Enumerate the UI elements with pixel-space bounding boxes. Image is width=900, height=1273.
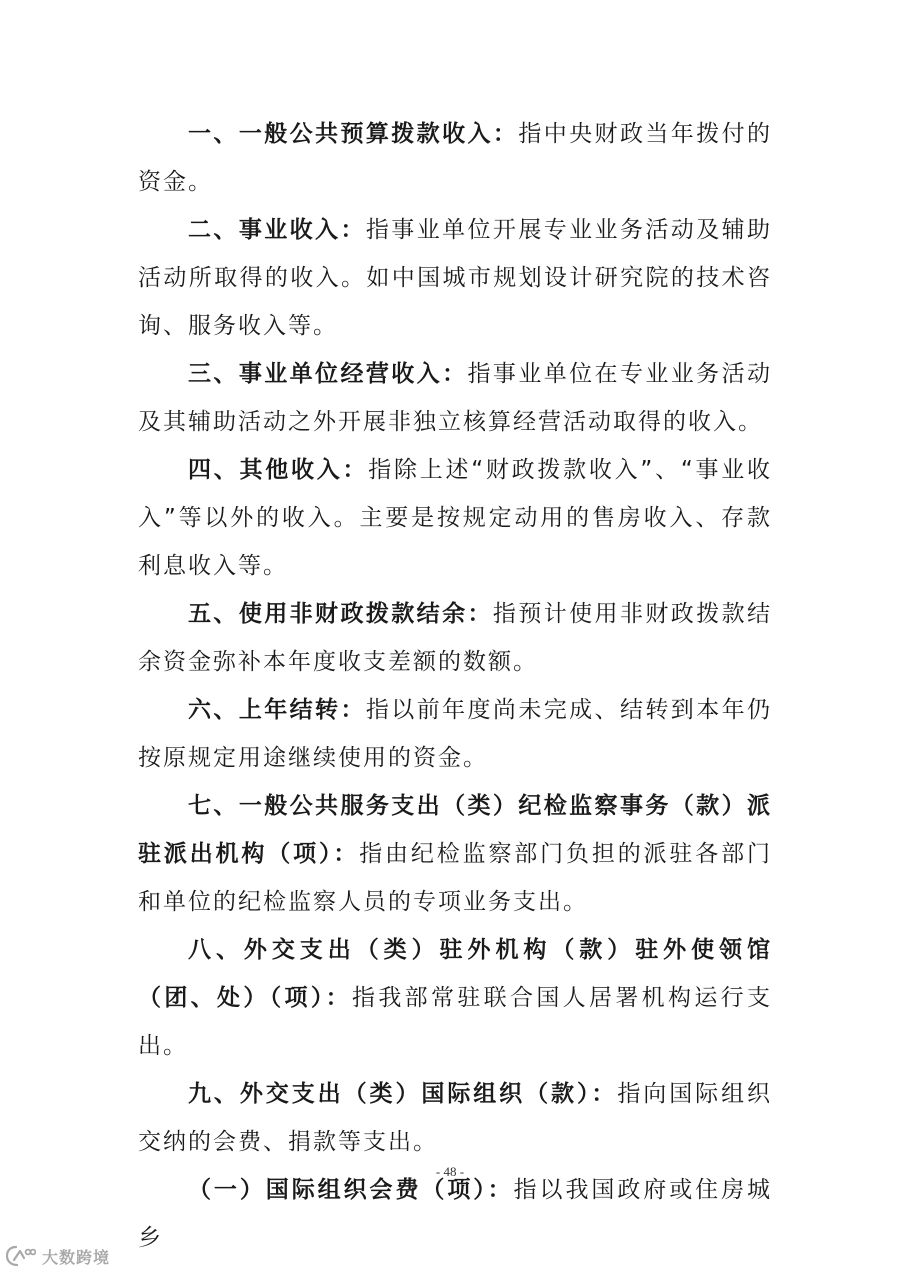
term-heading: 七、一般公共服务支出（类）纪检监察事务（款）派驻派出机构（项）：	[138, 793, 772, 867]
term-definition: 指向国际组织交纳的会费、捐款等支出。	[138, 1081, 773, 1155]
paragraph-operating-income	[138, 350, 772, 446]
paragraph-general-budget-income	[138, 110, 772, 206]
paragraph-non-fiscal-surplus	[138, 590, 772, 686]
term-definition: 指预计使用非财政拨款结余资金弥补本年度收支差额的数额。	[138, 601, 773, 675]
term-definition: 指以前年度尚未完成、结转到本年仍按原规定用途继续使用的资金。	[138, 697, 773, 771]
term-heading: 四、其他收入：	[188, 457, 369, 483]
term-heading: 一、一般公共预算拨款收入：	[188, 121, 519, 147]
paragraph-discipline-inspection	[138, 782, 772, 926]
term-heading: 八、外交支出（类）驻外机构（款）驻外使领馆（团、处）（项）：	[138, 937, 772, 1011]
term-heading: 九、外交支出（类）国际组织（款）：	[188, 1081, 618, 1107]
term-heading: 五、使用非财政拨款结余：	[188, 601, 493, 627]
term-definition: 指除上述“财政拨款收入”、“事业收入”等以外的收入。主要是按规定动用的售房收入、存款利息收入等。	[138, 457, 772, 579]
term-definition: 指由纪检监察部门负担的派驻各部门和单位的纪检监察人员的专项业务支出。	[138, 841, 773, 915]
brand-logo-icon	[6, 1245, 36, 1267]
paragraph-overseas-missions	[138, 926, 772, 1070]
term-definition: 指以我国政府或住房城乡	[138, 1177, 773, 1251]
paragraph-prior-year-carryover	[138, 686, 772, 782]
watermark-text: 大数跨境	[42, 1247, 111, 1267]
paragraph-other-income	[138, 446, 772, 590]
page-number: - 48 -	[435, 1164, 465, 1179]
term-heading: 六、上年结转：	[188, 697, 366, 723]
term-heading: （一）国际组织会费（项）：	[188, 1177, 514, 1203]
term-definition: 指我部常驻联合国人居署机构运行支出。	[138, 985, 773, 1059]
term-definition: 指事业单位在专业业务活动及其辅助活动之外开展非独立核算经营活动取得的收入。	[138, 361, 773, 435]
term-heading: 二、事业收入：	[188, 217, 366, 243]
paragraph-international-membership-fees	[138, 1166, 772, 1262]
paragraph-business-income	[138, 206, 772, 350]
term-definition: 指中央财政当年拨付的资金。	[138, 121, 773, 195]
term-definition: 指事业单位开展专业业务活动及辅助活动所取得的收入。如中国城市规划设计研究院的技术咨询、服务收入等。	[138, 217, 773, 339]
paragraph-international-organizations	[138, 1070, 772, 1166]
term-heading: 三、事业单位经营收入：	[188, 361, 468, 387]
document-body	[138, 110, 772, 1262]
watermark	[6, 1244, 110, 1268]
